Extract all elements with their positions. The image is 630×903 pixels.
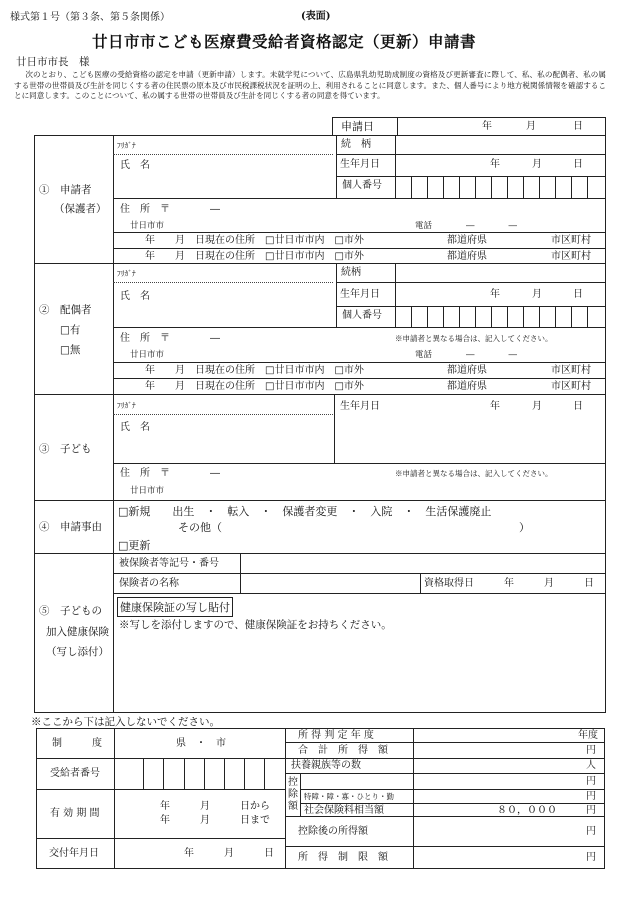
addressee: 廿日市市長 様 <box>16 56 90 68</box>
child-city-label: 廿日市市 <box>130 486 165 496</box>
apply-date-field[interactable] <box>400 119 600 133</box>
section-applicant-sub: （保護者） <box>54 203 107 215</box>
social-insurance-amount: ８０，０００ <box>497 805 557 816</box>
child-birth-label: 生年月日 <box>340 401 380 412</box>
insurance-acquired-date: 資格取得日 年 月 日 <box>424 578 594 589</box>
name-label: 氏 名 <box>120 160 150 171</box>
spouse-yes-checkbox[interactable]: □有 <box>60 324 81 336</box>
child-address-label: 住 所 〒 ― <box>120 468 220 479</box>
income-year-label: 所 得 判 定 年 度 <box>298 730 374 741</box>
spouse-relation-label: 続柄 <box>341 267 361 278</box>
reason-new-options[interactable]: □新規 出生 ・ 転入 ・ 保護者変更 ・ 入院 ・ 生活保護廃止 <box>118 505 492 518</box>
child-birth-month: 月 <box>532 401 542 412</box>
birth-label: 生年月日 <box>340 159 380 170</box>
apply-month-label: 月 <box>526 121 536 132</box>
spouse-mynumber-field[interactable] <box>396 307 604 326</box>
child-name-label: 氏 名 <box>120 422 150 433</box>
spouse-birth-year: 年 <box>490 289 500 300</box>
insurer-name-label: 保険者の名称 <box>119 578 179 589</box>
paste-insurance-card-area: 健康保険証の写し貼付 <box>117 597 233 617</box>
section-insurance-label: ⑤ 子どもの <box>39 605 102 617</box>
spouse-name-field[interactable] <box>160 286 330 322</box>
validity-to: 年 月 日まで <box>160 815 270 826</box>
system-value: 県 ・ 市 <box>176 738 226 749</box>
income-limit-label: 所 得 制 限 額 <box>298 852 388 863</box>
mynumber-label: 個人番号 <box>342 180 382 191</box>
spouse-phone-label: 電話 ― ― <box>415 350 518 360</box>
form-number: 様式第１号（第３条、第５条関係） <box>10 12 170 23</box>
birth-month-label: 月 <box>532 159 542 170</box>
child-name-field[interactable] <box>160 418 330 458</box>
insured-number-field[interactable] <box>244 556 602 571</box>
form-side: (表面) <box>301 11 331 22</box>
pref-2: 都道府県 <box>447 251 487 262</box>
applicant-address-field[interactable] <box>180 216 400 230</box>
income-year-unit: 年度 <box>578 730 598 741</box>
child-furigana-label: ﾌﾘｶﾞﾅ <box>117 401 136 410</box>
apply-day-label: 日 <box>573 121 583 132</box>
reason-other-field[interactable]: その他（ ） <box>178 521 530 534</box>
spouse-mynumber-label: 個人番号 <box>342 310 382 321</box>
phone-label: 電話 ― ― <box>415 221 518 231</box>
birth-year-label: 年 <box>490 159 500 170</box>
section-reason-label: ④ 申請事由 <box>39 521 102 533</box>
after-deduction-label: 控除後の所得額 <box>298 826 368 837</box>
spouse-pref-1: 都道府県 <box>447 365 487 376</box>
deduction-label-1: 控 <box>288 777 298 788</box>
spouse-past-address-1: 年 月 日現在の住所 □廿日市市内 □市外 <box>145 365 364 376</box>
office-use-notice: ※ここから下は記入しないでください。 <box>31 716 220 728</box>
section-spouse-label: ② 配偶者 <box>39 304 92 316</box>
after-deduction-unit: 円 <box>586 826 596 837</box>
total-income-unit: 円 <box>586 745 596 756</box>
spouse-pref-2: 都道府県 <box>447 381 487 392</box>
spouse-birth-label: 生年月日 <box>340 289 380 300</box>
insurance-note: ※写しを添付しますので、健康保険証をお持ちください。 <box>119 619 392 631</box>
spouse-birth-month: 月 <box>532 289 542 300</box>
spouse-diff-note: ※申請者と異なる場合は、記入してください。 <box>395 334 553 343</box>
furigana-label: ﾌﾘｶﾞﾅ <box>117 141 136 150</box>
municipality-2: 市区町村 <box>551 251 591 262</box>
child-address-field[interactable] <box>180 481 400 495</box>
deduction-label-2: 除 <box>288 789 298 800</box>
recipient-number-label: 受給者番号 <box>50 768 100 779</box>
deduction-label-3: 額 <box>288 801 298 812</box>
spouse-past-address-2: 年 月 日現在の住所 □廿日市市内 □市外 <box>145 381 364 392</box>
system-label: 制 度 <box>52 738 102 749</box>
section-child-label: ③ 子ども <box>39 443 92 455</box>
dependents-unit: 人 <box>586 760 596 771</box>
reason-renew-checkbox[interactable]: □更新 <box>118 539 151 552</box>
issue-date-value: 年 月 日 <box>184 848 274 859</box>
spouse-name-label: 氏 名 <box>120 291 150 302</box>
consent-text: 次のとおり、こども医療の受給資格の認定を申請（更新申請）します。未就学児について、広島県乳幼児助成制度の資格及び更新審査に際して、私、私の配偶者、私の属する世帯の世帯員及び生計を同じくする者の住民票の原本及び市民税課税状況を証明の上、利用されることに同意します。また、個人番号により地方税関係情報を確認することに同意します。このことについて、私の属する世帯の世帯員及び生計を同じくする者の同意を得ています。 <box>14 70 606 101</box>
address-label: 住 所 〒 ― <box>120 204 220 215</box>
past-address-1: 年 月 日現在の住所 □廿日市市内 □市外 <box>145 235 364 246</box>
income-limit-unit: 円 <box>586 852 596 863</box>
insured-number-label: 被保険者等記号・番号 <box>119 558 219 569</box>
spouse-birth-day: 日 <box>573 289 583 300</box>
city-label: 廿日市市 <box>130 221 165 231</box>
spouse-municipality-1: 市区町村 <box>551 365 591 376</box>
birth-day-label: 日 <box>573 159 583 170</box>
spouse-city-label: 廿日市市 <box>130 350 165 360</box>
spouse-no-checkbox[interactable]: □無 <box>60 344 81 356</box>
applicant-name-field[interactable] <box>160 157 330 193</box>
issue-date-label: 交付年月日 <box>49 848 99 859</box>
pref-1: 都道府県 <box>447 235 487 246</box>
child-diff-note: ※申請者と異なる場合は、記入してください。 <box>395 469 553 478</box>
validity-from: 年 月 日から <box>160 801 270 812</box>
section-applicant-label: ① 申請者 <box>39 184 92 196</box>
deduction-unit-1: 円 <box>586 776 596 787</box>
spouse-address-label: 住 所 〒 ― <box>120 333 220 344</box>
insurer-name-field[interactable] <box>244 576 416 591</box>
total-income-label: 合 計 所 得 額 <box>298 745 388 756</box>
page-title: 廿日市市こども医療費受給者資格認定（更新）申請書 <box>92 32 477 51</box>
municipality-1: 市区町村 <box>551 235 591 246</box>
relation-label: 続 柄 <box>341 139 371 150</box>
special-deduction-unit: 円 <box>586 791 596 802</box>
section-insurance-sub: 加入健康保険 <box>46 626 109 638</box>
social-insurance-unit: 円 <box>586 805 596 816</box>
applicant-mynumber-field[interactable] <box>396 177 604 197</box>
past-address-2: 年 月 日現在の住所 □廿日市市内 □市外 <box>145 251 364 262</box>
child-birth-year: 年 <box>490 401 500 412</box>
spouse-municipality-2: 市区町村 <box>551 381 591 392</box>
insurance-card-copy-area[interactable] <box>118 638 602 708</box>
apply-year-label: 年 <box>482 121 492 132</box>
spouse-furigana-label: ﾌﾘｶﾞﾅ <box>117 269 136 278</box>
apply-date-label: 申請日 <box>341 120 374 133</box>
dependents-label: 扶養親族等の数 <box>291 760 361 771</box>
social-insurance-label: 社会保険料相当額 <box>304 805 384 816</box>
section-insurance-sub2: （写し添付） <box>46 646 109 658</box>
special-deduction-label: 特障・障・寡・ひとり・勤 <box>304 792 394 801</box>
child-birth-day: 日 <box>573 401 583 412</box>
validity-label: 有 効 期 間 <box>50 808 100 819</box>
